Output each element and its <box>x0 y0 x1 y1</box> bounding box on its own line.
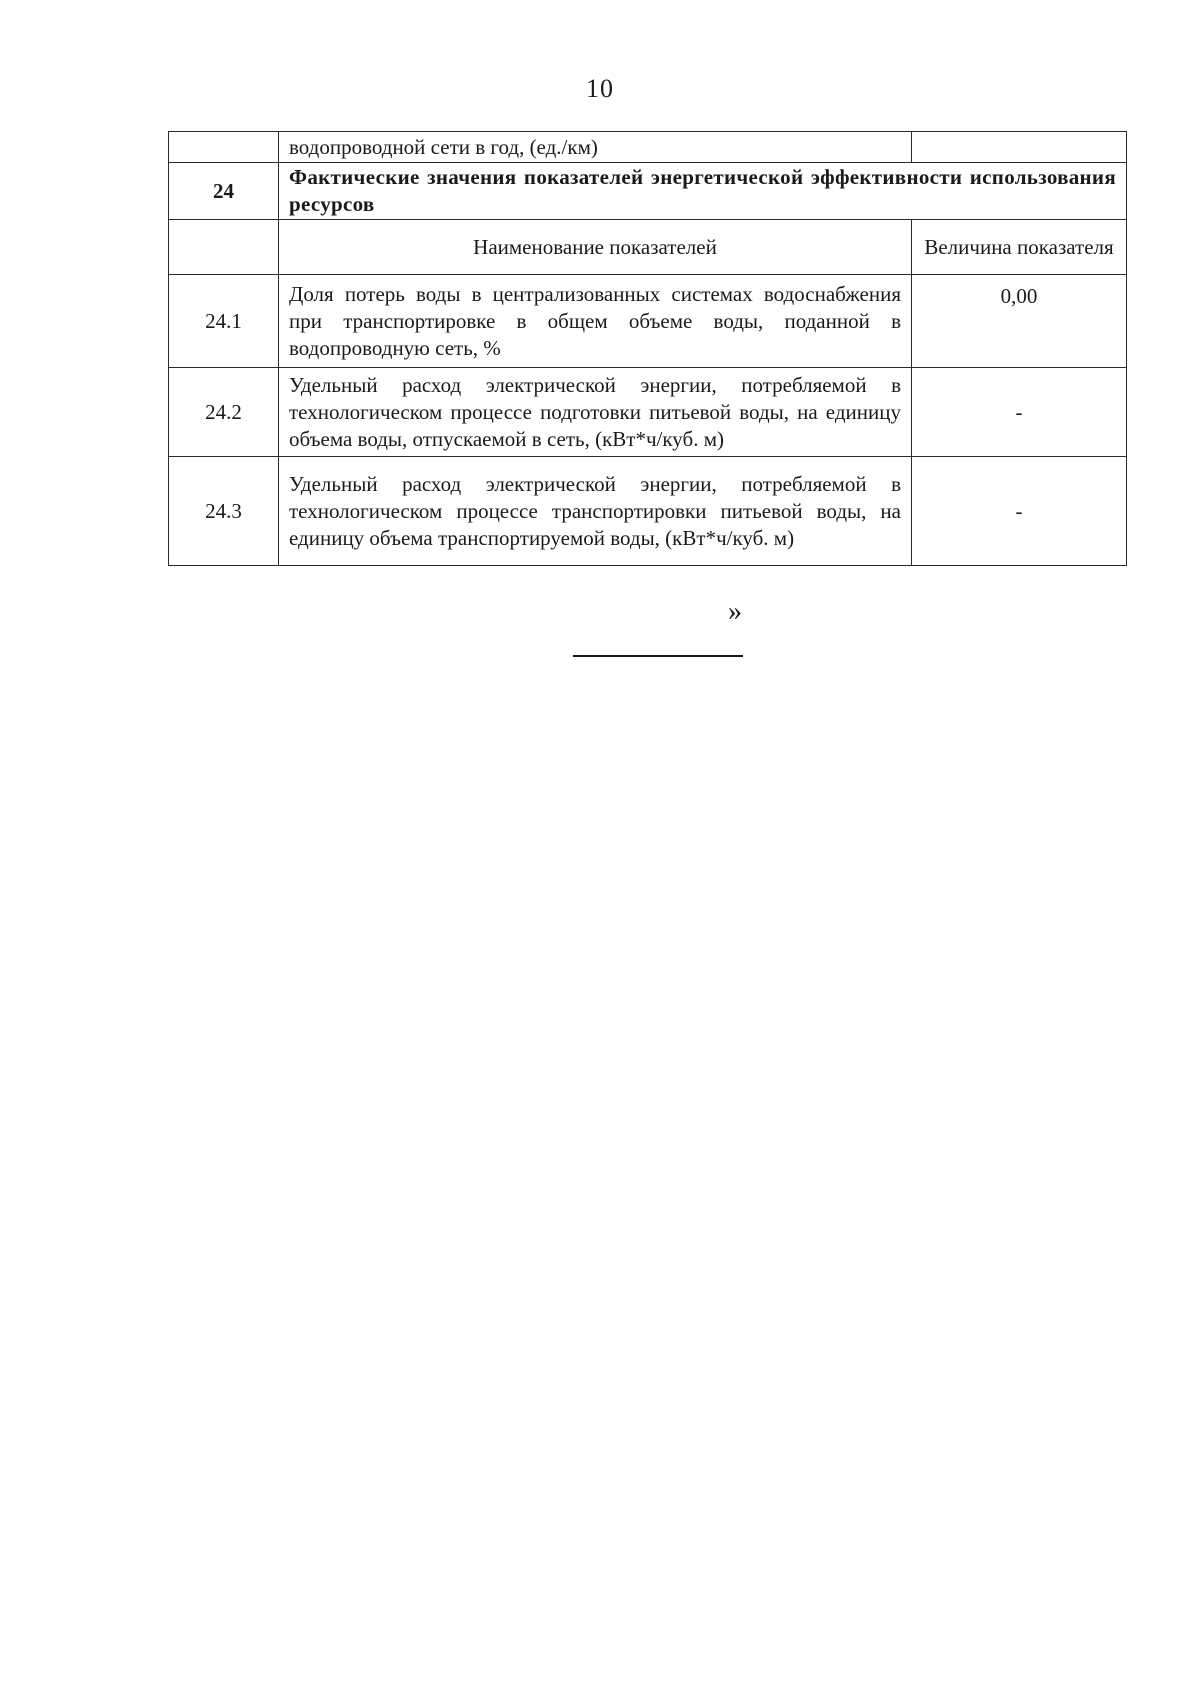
continuation-row <box>169 132 1127 163</box>
header-name: Наименование показателей <box>279 220 912 275</box>
indicators-table <box>168 131 1127 566</box>
header-row <box>169 220 1127 275</box>
continuation-value <box>912 132 1127 163</box>
row-value: - <box>912 457 1127 566</box>
header-value: Величина показателя <box>912 220 1127 275</box>
page-number: 10 <box>586 74 614 103</box>
continuation-number-cell <box>169 132 279 163</box>
row-value: 0,00 <box>912 275 1127 368</box>
row-number: 24.3 <box>169 457 279 566</box>
section-number: 24 <box>169 163 279 220</box>
row-value: - <box>912 368 1127 457</box>
section-row <box>169 163 1127 220</box>
row-text: Доля потерь воды в централизованных системах водоснабжения при транспортировке в общем объеме воды, поданной в водопроводную сеть, % <box>279 275 912 368</box>
table-row <box>169 275 1127 368</box>
header-number-cell <box>169 220 279 275</box>
end-divider <box>573 655 743 657</box>
row-text: Удельный расход электрической энергии, потребляемой в технологическом процессе транспортировки питьевой воды, на единицу объема транспортируемой воды, (кВт*ч/куб. м) <box>279 457 912 566</box>
section-title: Фактические значения показателей энергетической эффективности использования ресурсов <box>279 163 1127 220</box>
closing-quote: » <box>728 596 742 627</box>
continuation-text: водопроводной сети в год, (ед./км) <box>279 132 912 163</box>
row-text: Удельный расход электрической энергии, потребляемой в технологическом процессе подготовки питьевой воды, на единицу объема воды, отпускаемой в сеть, (кВт*ч/куб. м) <box>279 368 912 457</box>
table-row <box>169 368 1127 457</box>
table-row <box>169 457 1127 566</box>
row-number: 24.2 <box>169 368 279 457</box>
row-number: 24.1 <box>169 275 279 368</box>
